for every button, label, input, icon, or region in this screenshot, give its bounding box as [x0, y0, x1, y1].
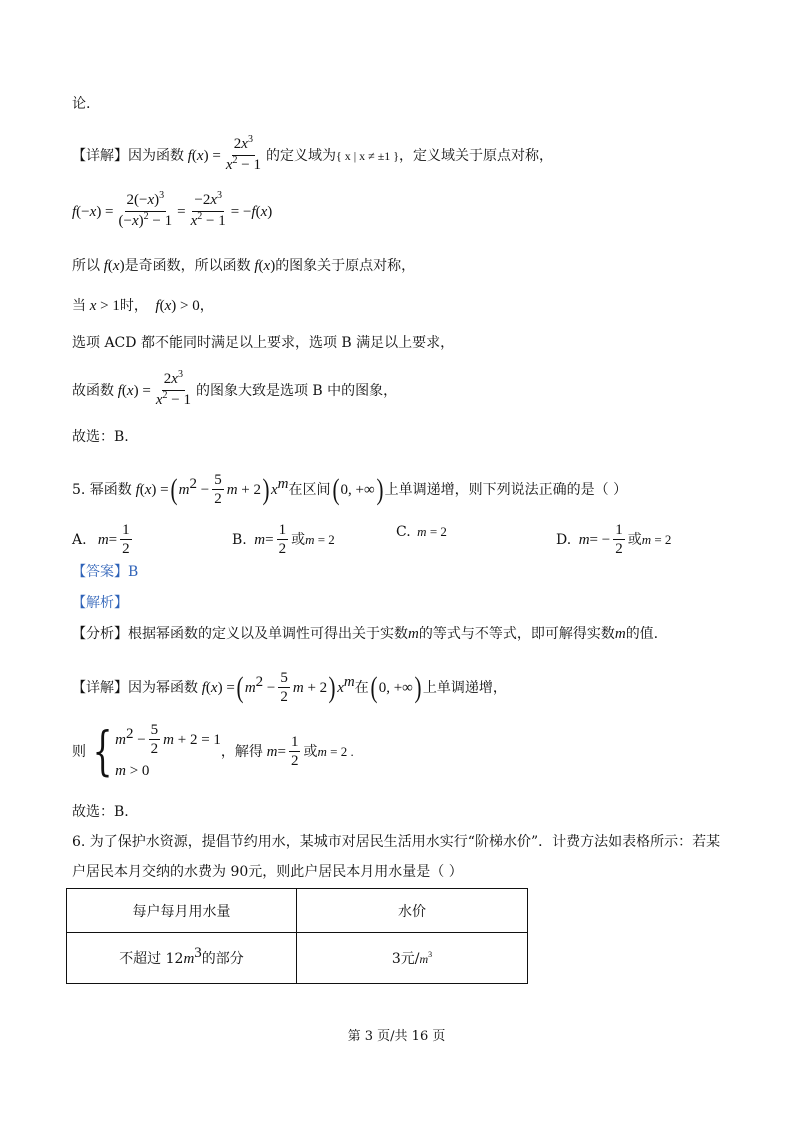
math-fraction: $\frac{2x^3}{x^2 - 1}$: [225, 134, 261, 173]
table-header-cell: 每户每月用水量: [67, 889, 297, 933]
text-line-conclusion: [72, 94, 90, 114]
math-line-f-neg-x: f (− x ) = $\frac{2(-x)^3}{(-x)^2 - 1}$ = $\frac{-2x^3}{x^2 - 1}$ = − f ( x ): [72, 190, 273, 229]
text-line-therefore: 故函数 f ( x ) = $\frac{2x^3}{x^2 - 1}$ 的图象大致是选项 B 中的图象，: [72, 369, 398, 408]
text: 上单调递增，: [422, 679, 507, 696]
text: 是奇函数，所以函数: [124, 258, 251, 274]
text: 选项 ACD 都不能同时满足以上要求，选项 B 满足以上要求，: [72, 335, 455, 351]
text-line-select-b-2: [72, 802, 129, 822]
text: ，: [199, 298, 214, 314]
fenxi-line: 【分析】根据幂函数的定义以及单调性可得出关于实数 m 的等式与不等式，即可解得实数 m 的值.: [72, 626, 659, 642]
text: 的等式与不等式，即可解得实数: [418, 626, 615, 642]
answer-text: 【答案】B: [72, 564, 139, 580]
option-label: C.: [396, 524, 411, 540]
question-text: 5. 幂函数: [72, 481, 132, 498]
math-fraction: $\frac{2x^3}{x^2 - 1}$: [155, 369, 191, 408]
option-label: D.: [556, 531, 572, 548]
text: 时，: [119, 298, 148, 314]
text-line-odd: 所以 f ( x ) 是奇函数，所以函数 f ( x ) 的图象关于原点对称，: [72, 258, 416, 274]
question-text: 户居民本月交纳的水费为 90元，则此户居民本月用水量是（ ）: [72, 864, 463, 880]
option-a: A. m = $\frac{1}{2}$: [72, 522, 130, 557]
detail-line-1: 【详解】因为函数 f ( x ) = $\frac{2x^3}{x^2 - 1}$ 的定义域为 { x | x ≠ ±1 } ，定义域关于原点对称，: [72, 134, 554, 173]
option-label: B.: [232, 531, 247, 548]
text: 的图象大致是选项 B 中的图象，: [195, 382, 398, 399]
option-label: A.: [72, 531, 87, 548]
text: 【分析】根据幂函数的定义以及单调性可得出关于实数: [72, 626, 408, 642]
domain-set: { x | x ≠ ±1 }: [335, 148, 400, 163]
table-cell: 不超过 $12m^3$的部分: [67, 933, 297, 984]
text: 论.: [72, 96, 91, 112]
text: 【详解】因为幂函数: [72, 679, 198, 696]
table-row: [67, 889, 528, 933]
table-row: [67, 933, 528, 984]
detail-label: 【详解】因为函数: [72, 147, 184, 164]
table-header-cell: 水价: [297, 889, 528, 933]
text: 故选：B.: [72, 429, 129, 445]
text: 或: [303, 743, 318, 760]
math-fraction: $\frac{-2x^3}{x^2 - 1}$: [190, 190, 226, 229]
text: 则: [72, 743, 86, 760]
text: 的值.: [625, 626, 659, 642]
text-line-select-b: [72, 427, 129, 447]
text: 在: [354, 679, 369, 696]
text: 或: [627, 531, 642, 548]
cell-text: 不超过 12: [119, 951, 184, 967]
text: 故函数: [72, 382, 114, 399]
math-fx: f: [184, 147, 192, 164]
option-b: B. m = $\frac{1}{2}$ 或 m = 2: [232, 522, 335, 557]
table-cell: 3元$/m^3$: [297, 933, 528, 984]
text: 或: [291, 531, 306, 548]
question-6-line-1: [72, 832, 720, 852]
text: 所以: [72, 258, 100, 274]
option-c: C. m = 2: [396, 524, 447, 540]
jiexi-text: 【解析】: [72, 595, 128, 611]
water-price-table: [66, 888, 528, 984]
text: ，解得: [220, 743, 263, 760]
math-fraction: $\frac{2(-x)^3}{(-x)^2 - 1}$: [118, 190, 173, 229]
text-line-x-gt-1: 当 x > 1 时， f ( x ) > 0 ，: [72, 298, 214, 314]
page-footer: 第 3 页/共 16 页: [347, 1029, 446, 1044]
question-text: 6. 为了保护水资源，提倡节约用水，某城市对居民生活用水实行“阶梯水价”．计费方法如表格所示：若某: [72, 834, 721, 850]
answer-line: [72, 562, 138, 582]
system-line: 则 { m $^2$ − $\frac{5}{2}$ m + 2 = 1 m > 0 ，解得 m = $\frac{1}{2}$ 或 m = 2 .: [72, 721, 354, 782]
text: 故选：B.: [72, 804, 129, 820]
text: 的图象关于原点对称，: [275, 258, 416, 274]
question-text: 上单调递增，则下列说法正确的是（ ）: [384, 481, 628, 498]
cell-text: 的部分: [201, 951, 244, 967]
text: 当: [72, 298, 86, 314]
cell-text: 3元/: [391, 951, 420, 967]
detail-line-q5: 【详解】因为幂函数 f ( x ) = ( m $^2$ − $\frac{5}{2}$ m + 2 ) x $^m$ 在 ( 0, +∞ ) 上单调递增，: [72, 670, 507, 705]
question-6-line-2: [72, 862, 463, 882]
text: 的定义域为: [265, 147, 336, 164]
question-text: 在区间: [288, 481, 331, 498]
jiexi-line: [72, 593, 128, 613]
text-line-options: [72, 333, 454, 353]
text: ，定义域关于原点对称，: [399, 147, 554, 164]
question-5: 5. 幂函数 f ( x ) = ( m $^2$ − $\frac{5}{2}$ m + 2 ) x $^m$ 在区间 ( 0, +∞ ) 上单调递增，则下列说法正确的是（ ）: [72, 472, 628, 507]
option-d: D. m = − $\frac{1}{2}$ 或 m = 2: [556, 522, 672, 557]
